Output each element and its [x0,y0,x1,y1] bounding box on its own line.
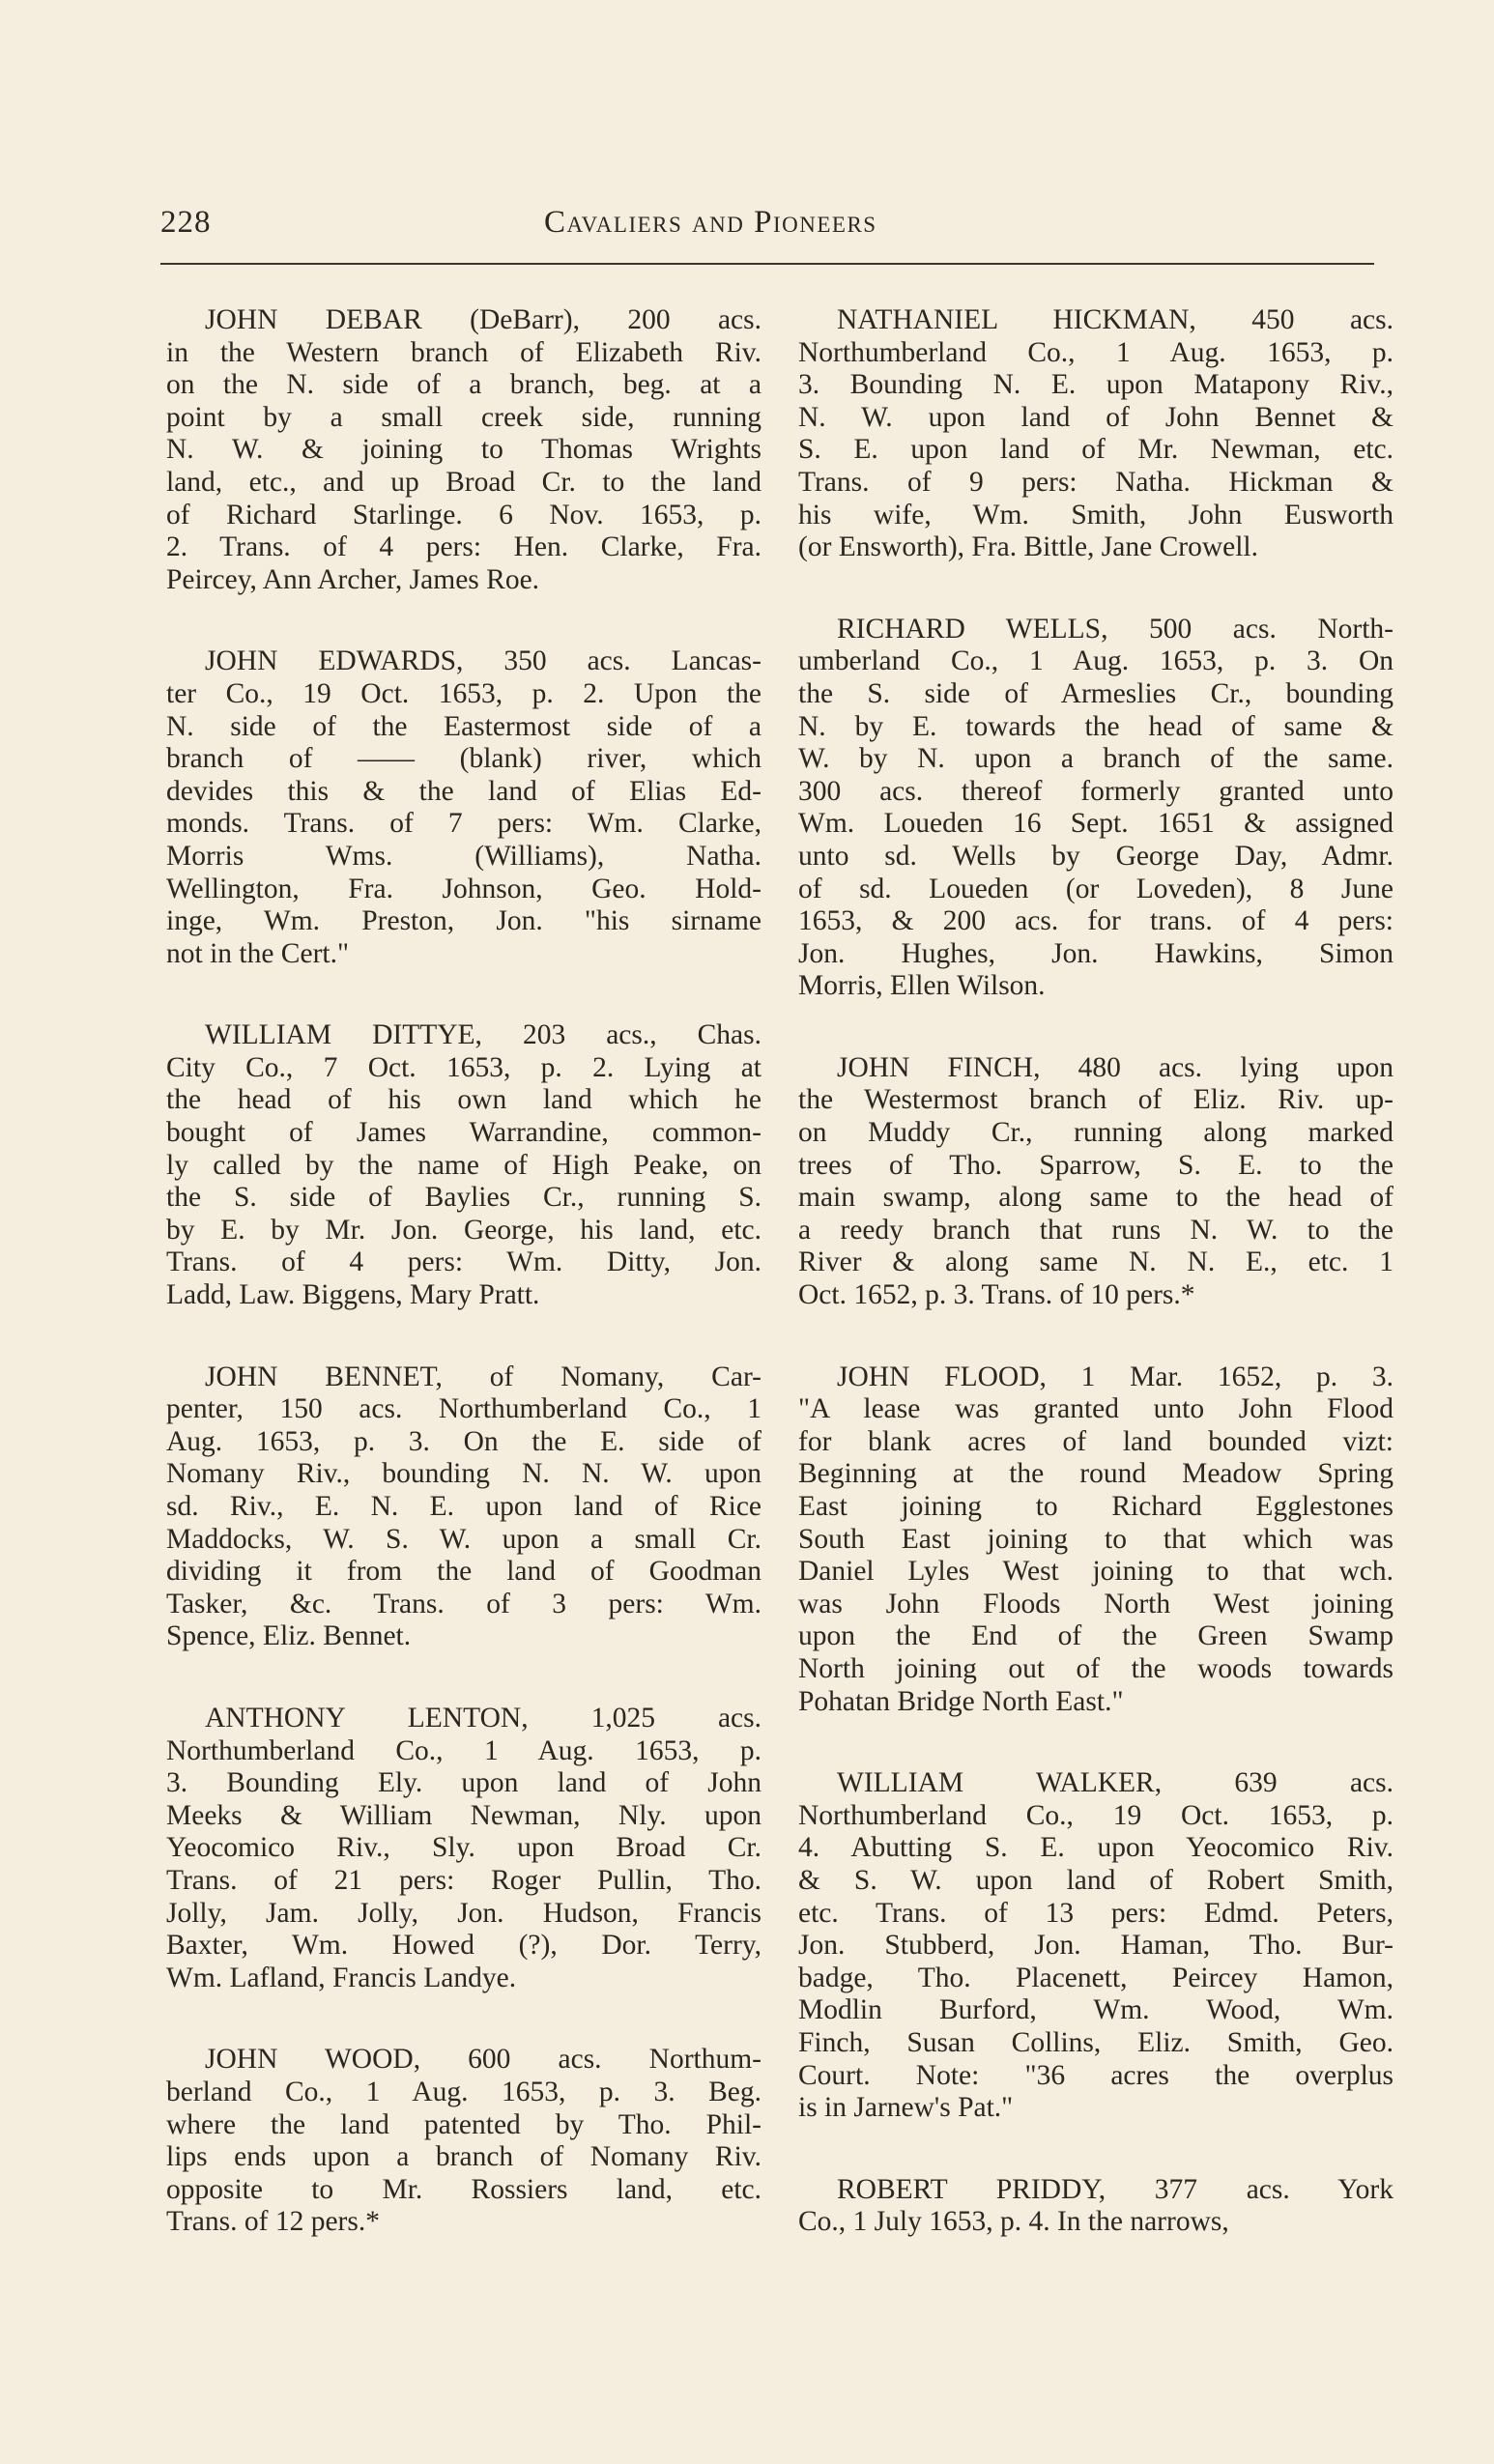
land-grant-entry [166,645,761,970]
entry-line: Jon. Stubberd, Jon. Haman, Tho. Bur- [798,1930,1393,1962]
entry-line: South East joining to that which was [798,1523,1393,1555]
entry-line: trees of Tho. Sparrow, S. E. to the [798,1149,1393,1181]
entry-line: Co., 1 July 1653, p. 4. In the narrows, [798,2206,1229,2238]
entry-line: a reedy branch that runs N. W. to the [798,1214,1393,1246]
entry-line: Tasker, &c. Trans. of 3 pers: Wm. [166,1588,761,1619]
entry-line: N. W. upon land of John Bennet & [798,401,1393,433]
entry-line: W. by N. upon a branch of the same. [798,743,1393,775]
entry-line: Trans. of 12 pers.* [166,2206,380,2238]
entry-line: Northumberland Co., 19 Oct. 1653, p. [798,1799,1393,1831]
entry-line: Jolly, Jam. Jolly, Jon. Hudson, Francis [166,1897,761,1929]
running-header [160,205,1374,251]
entry-line: Modlin Burford, Wm. Wood, Wm. [798,1994,1393,2026]
entry-line: Trans. of 4 pers: Wm. Ditty, Jon. [166,1246,761,1278]
entry-line: 4. Abutting S. E. upon Yeocomico Riv. [798,1832,1393,1864]
entry-line: Morris, Ellen Wilson. [798,970,1046,1002]
entry-line: N. side of the Eastermost side of a [166,710,761,742]
entry-line: NATHANIEL HICKMAN, 450 acs. [837,304,1393,335]
entry-line: River & along same N. N. E., etc. 1 [798,1246,1393,1278]
entry-line: umberland Co., 1 Aug. 1653, p. 3. On [798,645,1393,677]
land-grant-entry [166,2044,761,2239]
entry-line: ly called by the name of High Peake, on [166,1149,761,1181]
entry-line: 300 acs. thereof formerly granted unto [798,775,1393,807]
entry-line: 3. Bounding Ely. upon land of John [166,1767,761,1799]
entry-line: Maddocks, W. S. W. upon a small Cr. [166,1523,761,1555]
entry-line: Morris Wms. (Williams), Natha. [166,840,761,872]
entry-line: dividing it from the land of Goodman [166,1556,761,1588]
entry-line: East joining to Richard Egglestones [798,1491,1393,1522]
entry-line: on Muddy Cr., running along marked [798,1117,1393,1149]
entry-line: North joining out of the woods towards [798,1652,1393,1684]
entry-line: JOHN WOOD, 600 acs. Northum- [205,2044,761,2076]
entry-line: not in the Cert." [166,937,350,969]
entry-line: Nomany Riv., bounding N. N. W. upon [166,1458,761,1490]
header-rule [160,263,1374,265]
entry-line: Northumberland Co., 1 Aug. 1653, p. [166,1734,761,1766]
entry-line: N. by E. towards the head of same & [798,710,1393,742]
entry-line: N. W. & joining to Thomas Wrights [166,434,761,466]
entry-line: JOHN FINCH, 480 acs. lying upon [837,1051,1393,1083]
entry-line: in the Western branch of Elizabeth Riv. [166,336,761,368]
entry-line: ter Co., 19 Oct. 1653, p. 2. Upon the [166,677,761,709]
entry-line: Court. Note: "36 acres the overplus [798,2059,1393,2091]
entry-line: of Richard Starlinge. 6 Nov. 1653, p. [166,499,761,530]
land-grant-entry [166,1361,761,1653]
entry-line: where the land patented by Tho. Phil- [166,2108,761,2140]
entry-line: WILLIAM WALKER, 639 acs. [837,1767,1393,1799]
entry-line: WILLIAM DITTYE, 203 acs., Chas. [205,1019,761,1051]
entry-line: S. E. upon land of Mr. Newman, etc. [798,434,1393,466]
entry-line: badge, Tho. Placenett, Peircey Hamon, [798,1962,1393,1993]
entry-line: Finch, Susan Collins, Eliz. Smith, Geo. [798,2026,1393,2058]
entry-line: by E. by Mr. Jon. George, his land, etc. [166,1214,761,1246]
entry-line: ANTHONY LENTON, 1,025 acs. [205,1702,761,1733]
land-grant-entry [166,304,761,596]
entry-line: inge, Wm. Preston, Jon. "his sirname [166,905,761,937]
entry-line: for blank acres of land bounded vizt: [798,1425,1393,1457]
entry-line: "A lease was granted unto John Flood [798,1393,1393,1425]
entry-line: RICHARD WELLS, 500 acs. North- [837,613,1393,645]
entry-line: etc. Trans. of 13 pers: Edmd. Peters, [798,1897,1393,1929]
entry-line: lips ends upon a branch of Nomany Riv. [166,2141,761,2173]
entry-line: of sd. Loueden (or Loveden), 8 June [798,873,1393,904]
land-grant-entry [798,304,1393,564]
entry-line: land, etc., and up Broad Cr. to the land [166,466,761,498]
entry-line: monds. Trans. of 7 pers: Wm. Clarke, [166,808,761,840]
entry-line: 1653, & 200 acs. for trans. of 4 pers: [798,905,1393,937]
entry-line: City Co., 7 Oct. 1653, p. 2. Lying at [166,1051,761,1083]
entry-line: ROBERT PRIDDY, 377 acs. York [837,2173,1393,2205]
entry-line: the S. side of Baylies Cr., running S. [166,1182,761,1214]
entry-line: Wm. Loueden 16 Sept. 1651 & assigned [798,808,1393,840]
land-grant-entry [166,1019,761,1311]
entry-line: Spence, Eliz. Bennet. [166,1620,412,1652]
entry-line: Northumberland Co., 1 Aug. 1653, p. [798,336,1393,368]
entry-line: Wm. Lafland, Francis Landye. [166,1962,517,1993]
land-grant-entry [798,1767,1393,2125]
entry-line: JOHN FLOOD, 1 Mar. 1652, p. 3. [837,1361,1393,1392]
entry-line: main swamp, along same to the head of [798,1182,1393,1214]
entry-line: JOHN BENNET, of Nomany, Car- [205,1361,761,1392]
entry-line: opposite to Mr. Rossiers land, etc. [166,2173,761,2205]
page-number: 228 [160,205,212,240]
entry-line: Trans. of 9 pers: Natha. Hickman & [798,466,1393,498]
entry-line: devides this & the land of Elias Ed- [166,775,761,807]
entry-line: Wellington, Fra. Johnson, Geo. Hold- [166,873,761,904]
entry-line: his wife, Wm. Smith, John Eusworth [798,499,1393,530]
entry-line: Pohatan Bridge North East." [798,1685,1124,1717]
entry-line: JOHN DEBAR (DeBarr), 200 acs. [205,304,761,335]
entry-line: 3. Bounding N. E. upon Matapony Riv., [798,369,1393,401]
entry-line: 2. Trans. of 4 pers: Hen. Clarke, Fra. [166,531,761,563]
entry-line: upon the End of the Green Swamp [798,1620,1393,1652]
entry-line: Beginning at the round Meadow Spring [798,1458,1393,1490]
land-grant-entry [798,1052,1393,1312]
entry-line: was John Floods North West joining [798,1588,1393,1619]
entry-line: Baxter, Wm. Howed (?), Dor. Terry, [166,1930,761,1962]
entry-line: Daniel Lyles West joining to that wch. [798,1556,1393,1588]
right-column [798,304,1393,2288]
entry-line: point by a small creek side, running [166,401,761,433]
entry-line: Trans. of 21 pers: Roger Pullin, Tho. [166,1864,761,1896]
running-title: Cavaliers and Pioneers [544,205,877,240]
land-grant-entry [798,614,1393,1003]
entry-line: the Westermost branch of Eliz. Riv. up- [798,1084,1393,1116]
land-grant-entry [798,1361,1393,1719]
entry-line: penter, 150 acs. Northumberland Co., 1 [166,1393,761,1425]
entry-line: the S. side of Armeslies Cr., bounding [798,677,1393,709]
entry-line: Meeks & William Newman, Nly. upon [166,1799,761,1831]
entry-line: the head of his own land which he [166,1084,761,1116]
entry-line: bought of James Warrandine, common- [166,1117,761,1149]
entry-line: Ladd, Law. Biggens, Mary Pratt. [166,1279,540,1311]
entry-line: berland Co., 1 Aug. 1653, p. 3. Beg. [166,2076,761,2107]
land-grant-entry [166,1703,761,1994]
entry-line: (or Ensworth), Fra. Bittle, Jane Crowell. [798,531,1259,563]
entry-line: sd. Riv., E. N. E. upon land of Rice [166,1491,761,1522]
entry-line: & S. W. upon land of Robert Smith, [798,1864,1393,1896]
left-column [166,304,761,2288]
entry-line: Oct. 1652, p. 3. Trans. of 10 pers.* [798,1279,1195,1311]
land-grant-entry [798,2174,1393,2239]
entry-line: JOHN EDWARDS, 350 acs. Lancas- [205,645,761,677]
entry-line: is in Jarnew's Pat." [798,2092,1014,2124]
entry-line: Yeocomico Riv., Sly. upon Broad Cr. [166,1832,761,1864]
entry-line: Aug. 1653, p. 3. On the E. side of [166,1425,761,1457]
entry-line: unto sd. Wells by George Day, Admr. [798,840,1393,872]
entry-line: Peircey, Ann Archer, James Roe. [166,563,540,595]
entry-line: on the N. side of a branch, beg. at a [166,369,761,401]
entry-line: Jon. Hughes, Jon. Hawkins, Simon [798,937,1393,969]
entry-line: branch of —— (blank) river, which [166,743,761,775]
